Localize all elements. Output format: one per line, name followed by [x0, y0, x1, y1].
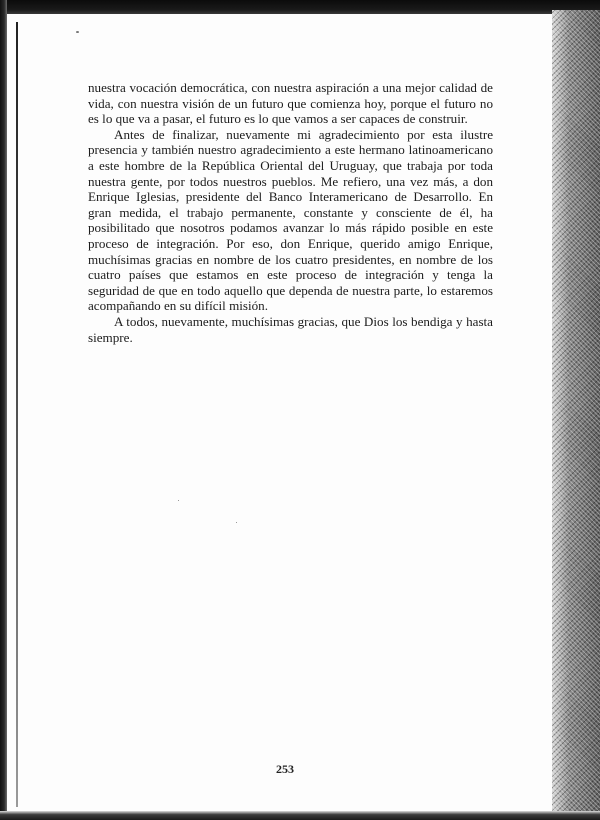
scan-speck — [236, 522, 237, 523]
scan-left-border — [0, 0, 7, 820]
scan-speck — [178, 500, 179, 501]
scan-binding-line — [16, 22, 18, 807]
paragraph-1: nuestra vocación democrática, con nuestra aspiración a una mejor calidad de vida, con nuestra visión de un futuro que comienza hoy, porque el futuro no es lo que va a pasar, el futuro es lo que vamos a ser capaces de construir. — [88, 80, 493, 127]
body-text — [88, 80, 493, 345]
paragraph-3: A todos, nuevamente, muchísimas gracias, que Dios los bendiga y hasta siempre. — [88, 313, 493, 345]
scan-bottom-border — [0, 811, 600, 820]
scan-speck — [76, 31, 79, 33]
scan-right-shadow — [552, 10, 600, 820]
paragraph-2: Antes de finalizar, nuevamente mi agradecimiento por esta ilustre presencia y también nuestro agradecimiento a este hermano latinoamericano a este hombre de la República Oriental del Uruguay, que trabaja por toda nuestra gente, por todos nuestros pueblos. Me refiero, una vez más, a don Enrique Iglesias, presidente del Banco Interamericano de Desarrollo. En gran medida, el trabajo permanente, constante y consciente de él, ha posibilitado que nosotros podamos avanzar lo más rápido posible en este proceso de integración. Por eso, don Enrique, querido amigo Enrique, muchísimas gracias en nombre de los cuatro presidentes, en nombre de los cuatro países que estamos en este proceso de integración y tenga la seguridad de que en todo aquello que dependa de nuestra parte, lo estaremos acompañando en su difícil misión. — [88, 126, 493, 314]
page-number: 253 — [276, 762, 294, 776]
scan-top-border — [0, 0, 600, 14]
